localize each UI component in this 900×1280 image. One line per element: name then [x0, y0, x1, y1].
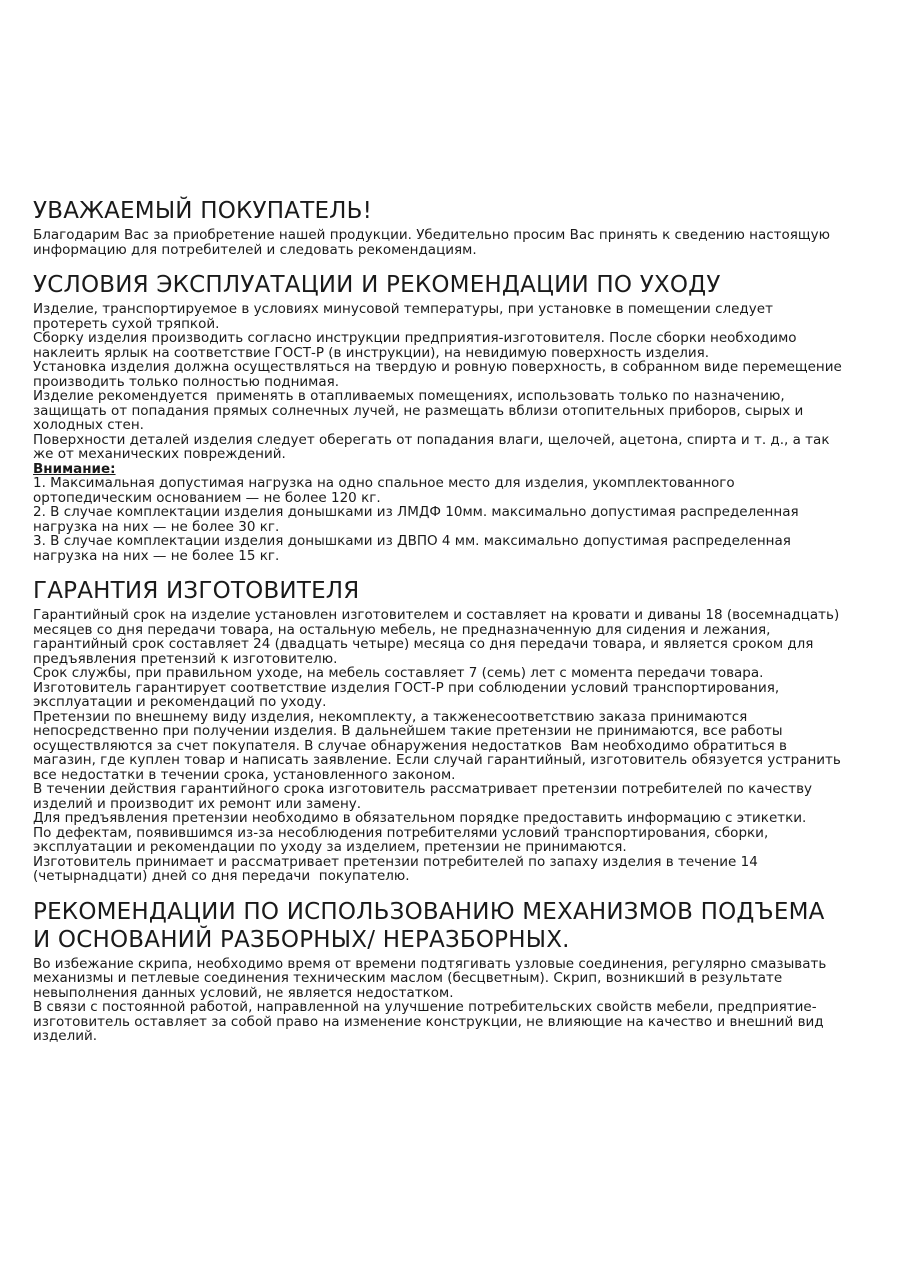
- section-greeting: [33, 197, 845, 257]
- paragraph: Сборку изделия производить согласно инструкции предприятия-изготовителя. После сборки необходимо наклеить ярлык на соответствие ГОСТ-Р (в инструкции), на невидимую поверхность изделия.: [33, 330, 801, 361]
- paragraph: Изготовитель принимает и рассматривает претензии потребителей по запаху изделия в течение 14 (четырнадцати) дней со дня передачи покупателю.: [33, 853, 763, 884]
- attention-item: 2. В случае комплектации изделия донышками из ЛМДФ 10мм. максимально допустимая распределенная нагрузка на них — не более 30 кг.: [33, 504, 803, 535]
- greeting-heading: УВАЖАЕМЫЙ ПОКУПАТЕЛЬ!: [33, 198, 373, 224]
- paragraph: Изделие рекомендуется применять в отапливаемых помещениях, использовать только по назначению, защищать от попадания прямых солнечных лучей, не размещать вблизи отопительных приборов, сырых и холодных стен.: [33, 388, 808, 433]
- attention-item: 3. В случае комплектации изделия донышками из ДВПО 4 мм. максимально допустимая распределенная нагрузка на них — не более 15 кг.: [33, 533, 796, 564]
- paragraph: В течении действия гарантийного срока изготовитель рассматривает претензии потребителей по качеству изделий и производит их ремонт или замену.: [33, 781, 817, 812]
- paragraph: В связи с постоянной работой, направленной на улучшение потребительских свойств мебели, предприятие-изготовитель оставляет за собой право на изменение конструкции, не влияющие на качество и внешний вид изделий.: [33, 999, 828, 1044]
- paragraph: Гарантийный срок на изделие установлен изготовителем и составляет на кровати и диваны 18 (восемнадцать) месяцев со дня передачи товара, на остальную мебель, не предназначенную для сидения и лежания, гарантийный срок составляет 24 (двадцать четыре) месяца со дня передачи товара, и является сроком для предъявления претензий к изготовителю.: [33, 607, 844, 667]
- warranty-heading: ГАРАНТИЯ ИЗГОТОВИТЕЛЯ: [33, 578, 360, 604]
- warranty-body: [33, 608, 845, 884]
- paragraph: Для предъявления претензии необходимо в обязательном порядке предоставить информацию с этикетки.: [33, 810, 807, 826]
- greeting-body: [33, 228, 845, 257]
- attention-label: Внимание:: [33, 460, 116, 477]
- paragraph: Изделие, транспортируемое в условиях минусовой температуры, при установке в помещении следует протереть сухой тряпкой.: [33, 301, 778, 332]
- mechanisms-heading-line-1: РЕКОМЕНДАЦИИ ПО ИСПОЛЬЗОВАНИЮ МЕХАНИЗМОВ ПОДЪЕМА: [33, 898, 825, 925]
- section-warranty: [33, 577, 845, 884]
- paragraph: По дефектам, появившимся из-за несоблюдения потребителями условий транспортирования, сборки, эксплуатации и рекомендации по уходу за изделием, претензии не принимаются.: [33, 824, 773, 855]
- paragraph: Поверхности деталей изделия следует оберегать от попадания влаги, щелочей, ацетона, спирта и т. д., а так же от механических повреждений.: [33, 431, 834, 462]
- usage-conditions-body: [33, 302, 845, 563]
- paragraph: Изготовитель гарантирует соответствие изделия ГОСТ-Р при соблюдении условий транспортирования, эксплуатации и рекомендаций по уходу.: [33, 679, 784, 710]
- paragraph: Благодарим Вас за приобретение нашей продукции. Убедительно просим Вас принять к сведению настоящую информацию для потребителей и следовать рекомендациям.: [33, 227, 835, 258]
- section-usage-conditions: [33, 271, 845, 563]
- paragraph: Претензии по внешнему виду изделия, некомплекту, а такженесоответствию заказа принимаются непосредственно при получении изделия. В дальнейшем такие претензии не принимаются, все работы осуществляются за счет покупателя. В случае обнаружения недостатков Вам необходимо обратиться в магазин, где куплен товар и написать заявление. Если случай гарантийный, изготовитель обязуется устранить все недостатки в течении срока, установленного законом.: [33, 708, 846, 783]
- attention-item: 1. Максимальная допустимая нагрузка на одно спальное место для изделия, укомплектованного ортопедическим основанием — не более 120 кг.: [33, 475, 739, 506]
- paragraph: Срок службы, при правильном уходе, на мебель составляет 7 (семь) лет с момента передачи товара.: [33, 665, 764, 681]
- paragraph: Установка изделия должна осуществляться на твердую и ровную поверхность, в собранном виде перемещение производить только полностью поднимая.: [33, 359, 847, 390]
- section-mechanisms: [33, 898, 845, 1044]
- paragraph: Во избежание скрипа, необходимо время от времени подтягивать узловые соединения, регулярно смазывать механизмы и петлевые соединения техническим маслом (бесцветным). Скрип, возникший в результате невыполнения данных условий, не является недостатком.: [33, 955, 831, 1001]
- mechanisms-heading-line-2: И ОСНОВАНИЙ РАЗБОРНЫХ/ НЕРАЗБОРНЫХ.: [33, 926, 570, 953]
- mechanisms-body: [33, 957, 845, 1044]
- usage-conditions-heading: УСЛОВИЯ ЭКСПЛУАТАЦИИ И РЕКОМЕНДАЦИИ ПО УХОДУ: [33, 272, 721, 298]
- mechanisms-heading: [33, 898, 845, 954]
